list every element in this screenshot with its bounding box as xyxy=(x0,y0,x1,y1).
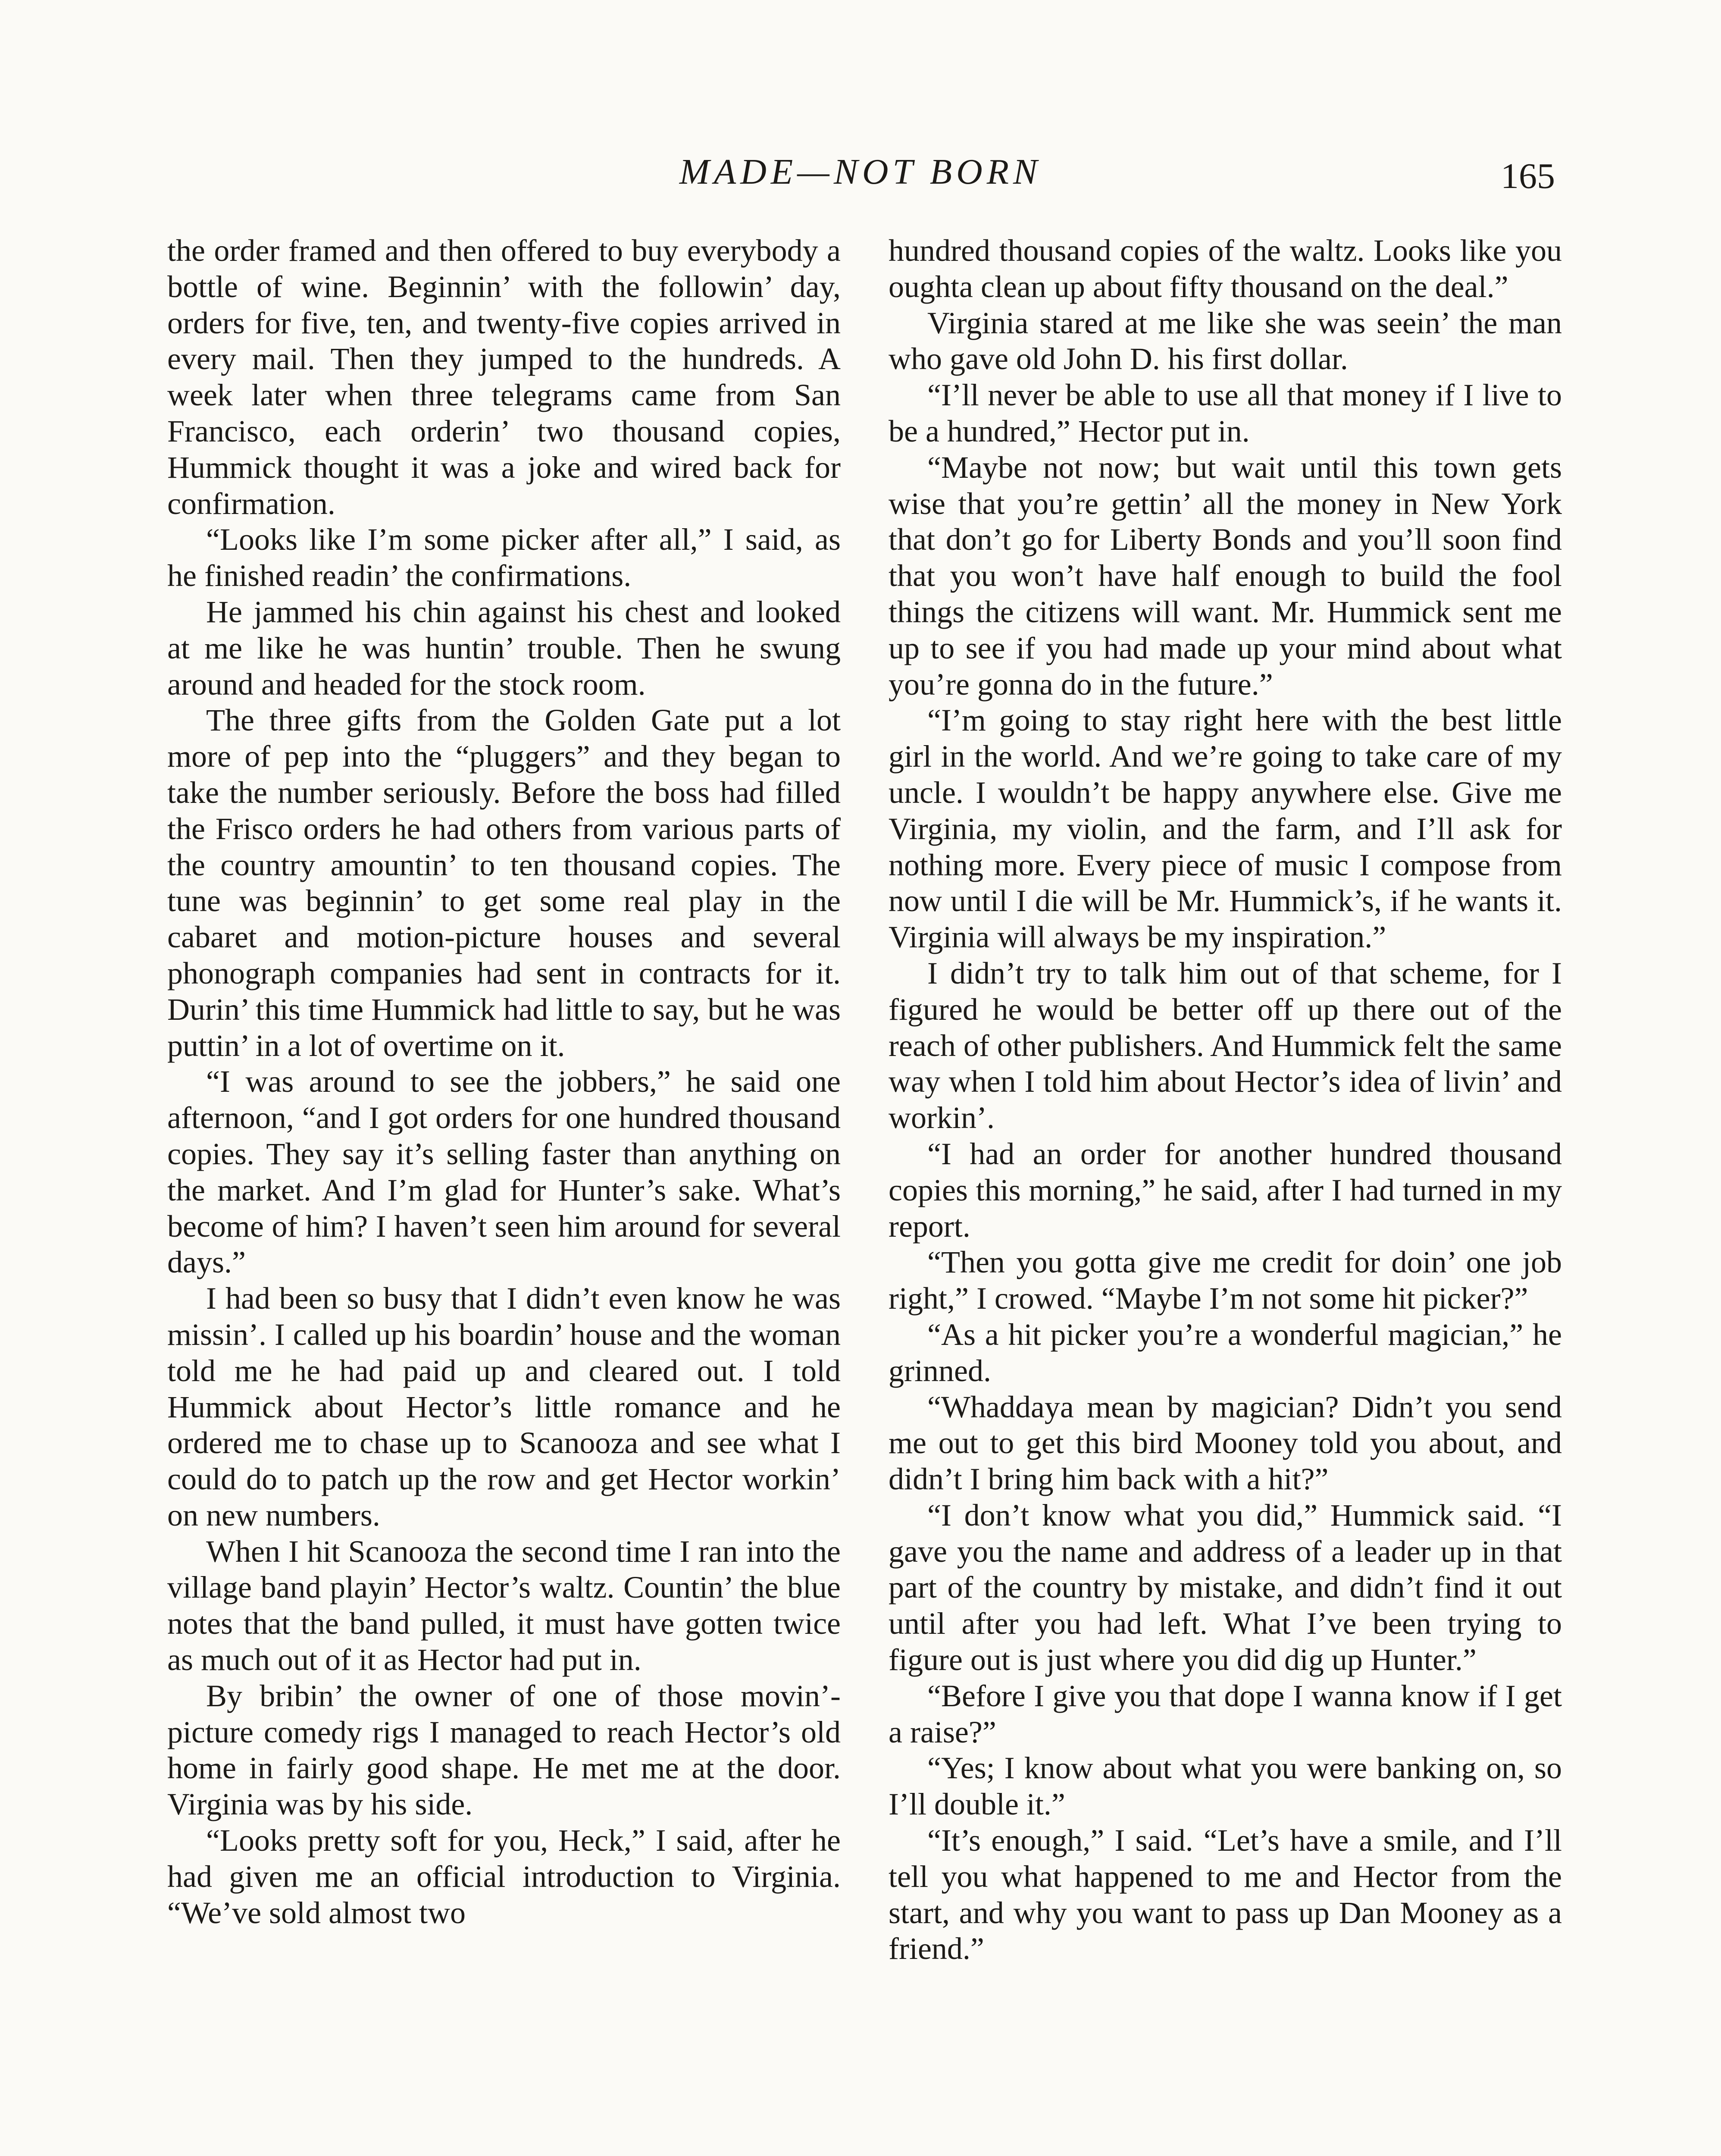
paragraph: “As a hit picker you’re a wonderful magician,” he grinned. xyxy=(889,1317,1562,1388)
paragraph: “Before I give you that dope I wanna know if I get a raise?” xyxy=(889,1678,1562,1749)
paragraph: “Maybe not now; but wait until this town gets wise that you’re gettin’ all the money in New York that don’t go for Liberty Bonds and you’ll soon find that you won’t have half enough to build the fool things the citizens will want. Mr. Hummick sent me up to see if you had made up your mind about what you’re gonna do in the future.” xyxy=(889,450,1562,702)
paragraph: “I was around to see the jobbers,” he said one afternoon, “and I got orders for one hundred thousand copies. They say it’s selling faster than anything on the market. And I’m glad for Hunter’s sake. What’s become of him? I haven’t seen him around for several days.” xyxy=(167,1064,841,1280)
paragraph: the order framed and then offered to buy everybody a bottle of wine. Beginnin’ with the followin’ day, orders for five, ten, and twenty-five copies arrived in every mail. Then they jumped to the hundreds. A week later when three telegrams came from San Francisco, each orderin’ two thousand copies, Hummick thought it was a joke and wired back for confirmation. xyxy=(167,233,841,521)
right-column xyxy=(889,233,1562,1967)
page-number: 165 xyxy=(1501,156,1555,196)
paragraph: “I don’t know what you did,” Hummick said. “I gave you the name and address of a leader up in that part of the country by mistake, and didn’t find it out until after you had left. What I’ve been trying to figure out is just where you did dig up Hunter.” xyxy=(889,1498,1562,1677)
paragraph: “Yes; I know about what you were banking on, so I’ll double it.” xyxy=(889,1751,1562,1822)
paragraph: Virginia stared at me like she was seein’ the man who gave old John D. his first dollar. xyxy=(889,305,1562,376)
paragraph: By bribin’ the owner of one of those movin’-picture comedy rigs I managed to reach Hector’s old home in fairly good shape. He met me at the door. Virginia was by his side. xyxy=(167,1678,841,1822)
paragraph: I had been so busy that I didn’t even know he was missin’. I called up his boardin’ house and the woman told me he had paid up and cleared out. I told Hummick about Hector’s little romance and he ordered me to chase up to Scanooza and see what I could do to patch up the row and get Hector workin’ on new numbers. xyxy=(167,1281,841,1532)
paragraph: He jammed his chin against his chest and looked at me like he was huntin’ trouble. Then he swung around and headed for the stock room. xyxy=(167,594,841,702)
running-title: MADE—NOT BORN xyxy=(679,152,1042,192)
paragraph: “Looks pretty soft for you, Heck,” I said, after he had given me an official introduction to Virginia. “We’ve sold almost two xyxy=(167,1823,841,1930)
paragraph: When I hit Scanooza the second time I ran into the village band playin’ Hector’s waltz. Countin’ the blue notes that the band pulled, it must have gotten twice as much out of it as Hector had put in. xyxy=(167,1534,841,1677)
paragraph: “Then you gotta give me credit for doin’ one job right,” I crowed. “Maybe I’m not some hit picker?” xyxy=(889,1245,1562,1316)
paragraph: “I’m going to stay right here with the best little girl in the world. And we’re going to take care of my uncle. I wouldn’t be happy anywhere else. Give me Virginia, my violin, and the farm, and I’ll ask for nothing more. Every piece of music I compose from now until I die will be Mr. Hummick’s, if he wants it. Virginia will always be my inspiration.” xyxy=(889,703,1562,955)
left-column xyxy=(167,233,841,1931)
paragraph: “Looks like I’m some picker after all,” I said, as he finished readin’ the confirmations. xyxy=(167,522,841,593)
paragraph: “Whaddaya mean by magician? Didn’t you send me out to get this bird Mooney told you about, and didn’t I bring him back with a hit?” xyxy=(889,1389,1562,1497)
paragraph: “I’ll never be able to use all that money if I live to be a hundred,” Hector put in. xyxy=(889,378,1562,448)
paragraph: The three gifts from the Golden Gate put a lot more of pep into the “pluggers” and they began to take the number seriously. Before the boss had filled the Frisco orders he had others from various parts of the country amountin’ to ten thousand copies. The tune was beginnin’ to get some real play in the cabaret and motion-picture houses and several phonograph companies had sent in contracts for it. Durin’ this time Hummick had little to say, but he was puttin’ in a lot of overtime on it. xyxy=(167,703,841,1063)
paragraph: I didn’t try to talk him out of that scheme, for I figured he would be better off up there out of the reach of other publishers. And Hummick felt the same way when I told him about Hector’s idea of livin’ and workin’. xyxy=(889,956,1562,1135)
paragraph: “It’s enough,” I said. “Let’s have a smile, and I’ll tell you what happened to me and Hector from the start, and why you want to pass up Dan Mooney as a friend.” xyxy=(889,1823,1562,1966)
running-head xyxy=(0,142,1721,211)
paragraph: hundred thousand copies of the waltz. Looks like you oughta clean up about fifty thousand on the deal.” xyxy=(889,233,1562,304)
paragraph: “I had an order for another hundred thousand copies this morning,” he said, after I had turned in my report. xyxy=(889,1136,1562,1244)
